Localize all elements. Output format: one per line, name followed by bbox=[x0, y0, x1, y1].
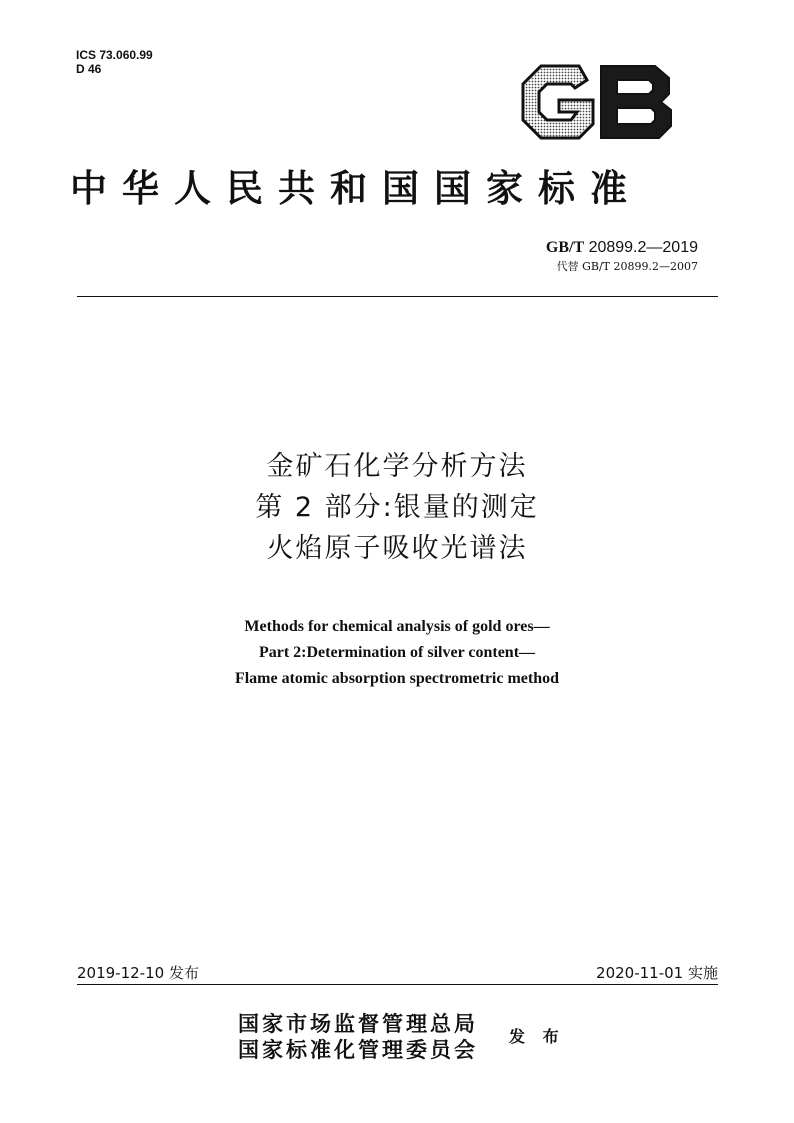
standard-prefix: GB/T bbox=[545, 239, 585, 256]
english-title-line-1: Methods for chemical analysis of gold ores— bbox=[244, 618, 550, 635]
standard-number bbox=[546, 239, 698, 257]
implementation-date: 2020-11-01 实施 bbox=[596, 964, 718, 982]
gb-logo bbox=[519, 62, 675, 142]
english-title-line-2: Part 2:Determination of silver content— bbox=[258, 644, 536, 661]
classification-codes bbox=[76, 48, 153, 76]
ccs-code: D 46 bbox=[76, 62, 102, 76]
issuer-1: 国家市场监督管理总局 bbox=[238, 1011, 478, 1036]
english-title-line-3: Flame atomic absorption spectrometric method bbox=[234, 670, 560, 687]
issuer-2: 国家标准化管理委员会 bbox=[238, 1037, 478, 1062]
standard-number-value: 20899.2—2019 bbox=[588, 239, 698, 256]
chinese-title-line-2: 第 2 部分:银量的测定 bbox=[255, 492, 539, 523]
ics-code: ICS 73.060.99 bbox=[76, 48, 153, 62]
replaces-standard: 代替 GB/T 20899.2—2007 bbox=[556, 260, 698, 273]
chinese-title-line-1: 金矿石化学分析方法 bbox=[266, 451, 528, 482]
publish-label: 发 布 bbox=[509, 1027, 565, 1046]
chinese-title bbox=[0, 446, 794, 569]
top-divider bbox=[77, 296, 718, 297]
issue-date: 2019-12-10 发布 bbox=[77, 964, 199, 982]
bottom-divider bbox=[77, 984, 718, 985]
issuing-authorities bbox=[238, 1011, 478, 1063]
english-title bbox=[0, 614, 794, 692]
country-standard-heading: 中华人民共和国国家标准 bbox=[70, 166, 642, 210]
chinese-title-line-3: 火焰原子吸收光谱法 bbox=[266, 533, 528, 564]
